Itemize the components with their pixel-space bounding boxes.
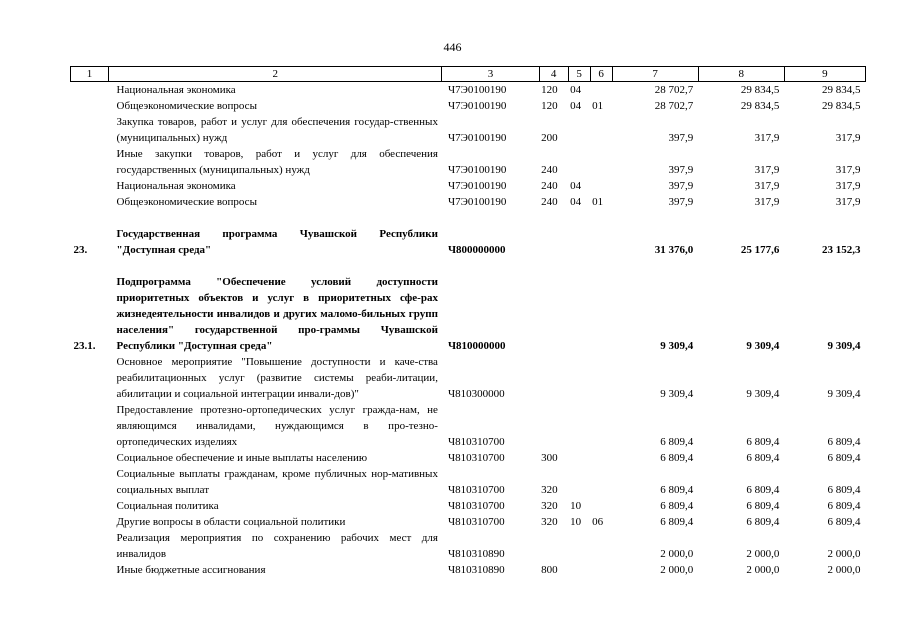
header-cell: 2 — [109, 67, 442, 82]
row-expense-type-cell — [539, 274, 568, 354]
row-number-cell — [71, 354, 109, 402]
row-amount-3-cell: 317,9 — [835, 180, 861, 192]
row-name-cell: Предоставление протезно-ортопедических услуг гражда-нам, не являющимся инвалидами, нуждающимся в про-тезно-ортопедических изделиях — [116, 404, 438, 448]
row-section-cell — [568, 354, 590, 402]
row-subsection-cell — [590, 530, 612, 562]
row-expense-type-cell: 800 — [541, 564, 558, 576]
row-amount-1-cell: 9 309,4 — [660, 340, 694, 352]
row-name-cell: Социальная политика — [116, 500, 219, 512]
row-amount-2-cell: 317,9 — [754, 132, 780, 144]
row-name-cell: Национальная экономика — [116, 84, 236, 96]
row-amount-1-cell: 2 000,0 — [660, 548, 694, 560]
row-amount-3-cell: 23 152,3 — [822, 244, 861, 256]
row-section-cell — [568, 274, 590, 354]
row-amount-1-cell: 6 809,4 — [660, 436, 694, 448]
row-amount-3-cell: 2 000,0 — [827, 564, 861, 576]
row-section-cell: 04 — [570, 100, 582, 112]
table-row — [71, 498, 866, 514]
row-amount-1-cell: 2 000,0 — [660, 564, 694, 576]
row-expense-type-cell: 300 — [541, 452, 558, 464]
table-row — [71, 146, 866, 178]
row-amount-1-cell: 28 702,7 — [654, 100, 694, 112]
row-amount-1-cell: 6 809,4 — [660, 452, 694, 464]
row-subsection-cell — [590, 466, 612, 498]
row-name-cell: Общеэкономические вопросы — [116, 100, 257, 112]
row-expense-type-cell: 240 — [541, 180, 558, 192]
row-amount-2-cell: 2 000,0 — [746, 548, 780, 560]
table-row — [71, 530, 866, 562]
table-row — [71, 354, 866, 402]
row-section-cell: 04 — [570, 196, 582, 208]
row-number-cell — [71, 114, 109, 146]
row-code-cell: Ч810310700 — [447, 436, 505, 448]
row-number-cell — [71, 146, 109, 178]
row-expense-type-cell — [539, 354, 568, 402]
row-amount-2-cell: 9 309,4 — [746, 340, 780, 352]
row-name-cell: Иные бюджетные ассигнования — [116, 564, 266, 576]
row-amount-1-cell: 397,9 — [668, 132, 694, 144]
row-expense-type-cell: 320 — [541, 500, 558, 512]
row-amount-1-cell: 28 702,7 — [654, 84, 694, 96]
row-expense-type-cell: 200 — [541, 132, 558, 144]
table-row — [71, 450, 866, 466]
row-amount-3-cell: 6 809,4 — [827, 484, 861, 496]
row-section-cell: 04 — [570, 180, 582, 192]
table-row — [71, 402, 866, 450]
row-number-cell — [71, 178, 109, 194]
row-expense-type-cell — [539, 226, 568, 258]
header-row — [71, 67, 866, 82]
row-subsection-cell — [590, 274, 612, 354]
row-section-cell — [568, 530, 590, 562]
row-section-cell — [568, 466, 590, 498]
table-body — [71, 82, 866, 579]
row-amount-3-cell: 9 309,4 — [827, 388, 861, 400]
row-amount-2-cell: 29 834,5 — [740, 100, 780, 112]
row-name-cell: Социальные выплаты гражданам, кроме публичных нор-мативных социальных выплат — [116, 468, 438, 496]
table-row — [71, 194, 866, 210]
row-amount-1-cell: 397,9 — [668, 196, 694, 208]
row-subsection-cell — [590, 226, 612, 258]
row-section-cell: 10 — [570, 500, 582, 512]
row-subsection-cell — [590, 82, 612, 99]
spacer-row — [71, 210, 866, 226]
row-amount-2-cell: 317,9 — [754, 180, 780, 192]
header-cell: 9 — [784, 67, 865, 82]
row-name-cell: Общеэкономические вопросы — [116, 196, 257, 208]
row-amount-2-cell: 2 000,0 — [746, 564, 780, 576]
row-code-cell: Ч810300000 — [447, 388, 505, 400]
row-name-cell: Реализация мероприятия по сохранению рабочих мест для инвалидов — [116, 532, 438, 560]
row-amount-1-cell: 9 309,4 — [660, 388, 694, 400]
row-number-cell: 23. — [73, 244, 88, 256]
row-section-cell — [568, 114, 590, 146]
header-cell: 3 — [442, 67, 539, 82]
row-amount-2-cell: 6 809,4 — [746, 484, 780, 496]
row-amount-3-cell: 6 809,4 — [827, 516, 861, 528]
row-section-cell — [568, 226, 590, 258]
row-amount-2-cell: 6 809,4 — [746, 436, 780, 448]
row-section-cell: 10 — [570, 516, 582, 528]
row-expense-type-cell: 320 — [541, 516, 558, 528]
row-amount-2-cell: 317,9 — [754, 196, 780, 208]
row-amount-3-cell: 29 834,5 — [822, 84, 861, 96]
row-number-cell — [71, 562, 109, 578]
row-name-cell: Государственная программа Чувашской Республики "Доступная среда" — [116, 228, 438, 256]
row-section-cell — [568, 562, 590, 578]
row-number-cell — [71, 98, 109, 114]
row-number-cell — [71, 450, 109, 466]
row-code-cell: Ч810310700 — [447, 452, 505, 464]
row-amount-1-cell: 6 809,4 — [660, 484, 694, 496]
table-row — [71, 466, 866, 498]
row-subsection-cell: 01 — [592, 196, 604, 208]
row-section-cell: 04 — [570, 84, 582, 96]
row-subsection-cell — [590, 562, 612, 578]
row-subsection-cell — [590, 354, 612, 402]
header-cell: 5 — [568, 67, 590, 82]
row-subsection-cell — [590, 178, 612, 194]
table-row — [71, 178, 866, 194]
row-code-cell: Ч7Э0100190 — [447, 196, 507, 208]
row-code-cell: Ч810310890 — [447, 548, 505, 560]
row-number-cell — [71, 530, 109, 562]
row-number-cell — [71, 82, 109, 99]
row-subsection-cell: 06 — [592, 516, 604, 528]
row-subsection-cell — [590, 402, 612, 450]
row-name-cell: Национальная экономика — [116, 180, 236, 192]
row-code-cell: Ч7Э0100190 — [447, 164, 507, 176]
page-number: 446 — [443, 40, 462, 54]
row-amount-3-cell: 317,9 — [835, 164, 861, 176]
row-amount-2-cell: 6 809,4 — [746, 452, 780, 464]
row-number-cell — [71, 498, 109, 514]
row-section-cell — [568, 450, 590, 466]
row-amount-2-cell: 29 834,5 — [740, 84, 780, 96]
row-amount-1-cell: 31 376,0 — [654, 244, 694, 256]
table-row — [71, 274, 866, 354]
row-number-cell — [71, 194, 109, 210]
row-amount-3-cell: 317,9 — [835, 132, 861, 144]
header-cell: 4 — [539, 67, 568, 82]
row-subsection-cell — [590, 498, 612, 514]
row-amount-2-cell: 25 177,6 — [740, 244, 780, 256]
row-amount-3-cell: 2 000,0 — [827, 548, 861, 560]
budget-table — [70, 66, 866, 578]
table-row — [71, 226, 866, 258]
row-expense-type-cell: 320 — [541, 484, 558, 496]
row-section-cell — [568, 146, 590, 178]
table-row — [71, 514, 866, 530]
row-amount-1-cell: 6 809,4 — [660, 500, 694, 512]
row-expense-type-cell — [539, 402, 568, 450]
header-cell: 1 — [71, 67, 109, 82]
row-name-cell: Подпрограмма "Обеспечение условий доступности приоритетных объектов и услуг в приоритетных сфе-рах жизнедеятельности инвалидов и других маломо-бильных групп населения" государственной про-граммы Чувашской Республики "Доступная среда" — [116, 276, 438, 352]
row-expense-type-cell: 120 — [541, 100, 558, 112]
row-name-cell: Социальное обеспечение и иные выплаты населению — [116, 452, 368, 464]
spacer-row — [71, 258, 866, 274]
table-row — [71, 82, 866, 99]
row-amount-3-cell: 9 309,4 — [827, 340, 861, 352]
row-amount-1-cell: 397,9 — [668, 164, 694, 176]
row-code-cell: Ч7Э0100190 — [447, 84, 507, 96]
row-expense-type-cell: 240 — [541, 196, 558, 208]
row-amount-3-cell: 6 809,4 — [827, 452, 861, 464]
row-subsection-cell: 01 — [592, 100, 604, 112]
row-amount-3-cell: 29 834,5 — [822, 100, 861, 112]
row-amount-3-cell: 6 809,4 — [827, 500, 861, 512]
row-amount-3-cell: 317,9 — [835, 196, 861, 208]
header-cell: 7 — [612, 67, 698, 82]
row-subsection-cell — [590, 114, 612, 146]
row-expense-type-cell: 120 — [541, 84, 558, 96]
row-code-cell: Ч7Э0100190 — [447, 100, 507, 112]
spacer-cell — [71, 258, 866, 274]
row-amount-2-cell: 6 809,4 — [746, 500, 780, 512]
table-row — [71, 114, 866, 146]
row-name-cell: Закупка товаров, работ и услуг для обеспечения государ-ственных (муниципальных) нужд — [116, 116, 438, 144]
row-code-cell: Ч800000000 — [447, 244, 506, 256]
row-amount-3-cell: 6 809,4 — [827, 436, 861, 448]
row-amount-2-cell: 317,9 — [754, 164, 780, 176]
row-code-cell: Ч810310700 — [447, 500, 505, 512]
row-amount-1-cell: 6 809,4 — [660, 516, 694, 528]
header-cell: 6 — [590, 67, 612, 82]
row-code-cell: Ч810310700 — [447, 484, 505, 496]
row-number-cell — [71, 466, 109, 498]
row-expense-type-cell — [539, 530, 568, 562]
row-code-cell: Ч810310700 — [447, 516, 505, 528]
row-amount-1-cell: 397,9 — [668, 180, 694, 192]
row-name-cell: Основное мероприятие "Повышение доступности и каче-ства реабилитационных услуг (развитие системы реаби-литации, абилитации и социальной интеграции инвали-дов)" — [116, 356, 438, 400]
row-code-cell: Ч810000000 — [447, 340, 506, 352]
header-cell: 8 — [698, 67, 784, 82]
row-subsection-cell — [590, 146, 612, 178]
row-code-cell: Ч810310890 — [447, 564, 505, 576]
row-name-cell: Другие вопросы в области социальной политики — [116, 516, 346, 528]
row-name-cell: Иные закупки товаров, работ и услуг для обеспечения государственных (муниципальных) нужд — [116, 148, 438, 176]
row-number-cell — [71, 402, 109, 450]
row-number-cell — [71, 514, 109, 530]
row-expense-type-cell: 240 — [541, 164, 558, 176]
row-code-cell: Ч7Э0100190 — [447, 132, 507, 144]
row-section-cell — [568, 402, 590, 450]
row-code-cell: Ч7Э0100190 — [447, 180, 507, 192]
row-number-cell: 23.1. — [73, 340, 96, 352]
table-row — [71, 562, 866, 578]
row-amount-2-cell: 9 309,4 — [746, 388, 780, 400]
spacer-cell — [71, 210, 866, 226]
row-amount-2-cell: 6 809,4 — [746, 516, 780, 528]
row-subsection-cell — [590, 450, 612, 466]
table-row — [71, 98, 866, 114]
